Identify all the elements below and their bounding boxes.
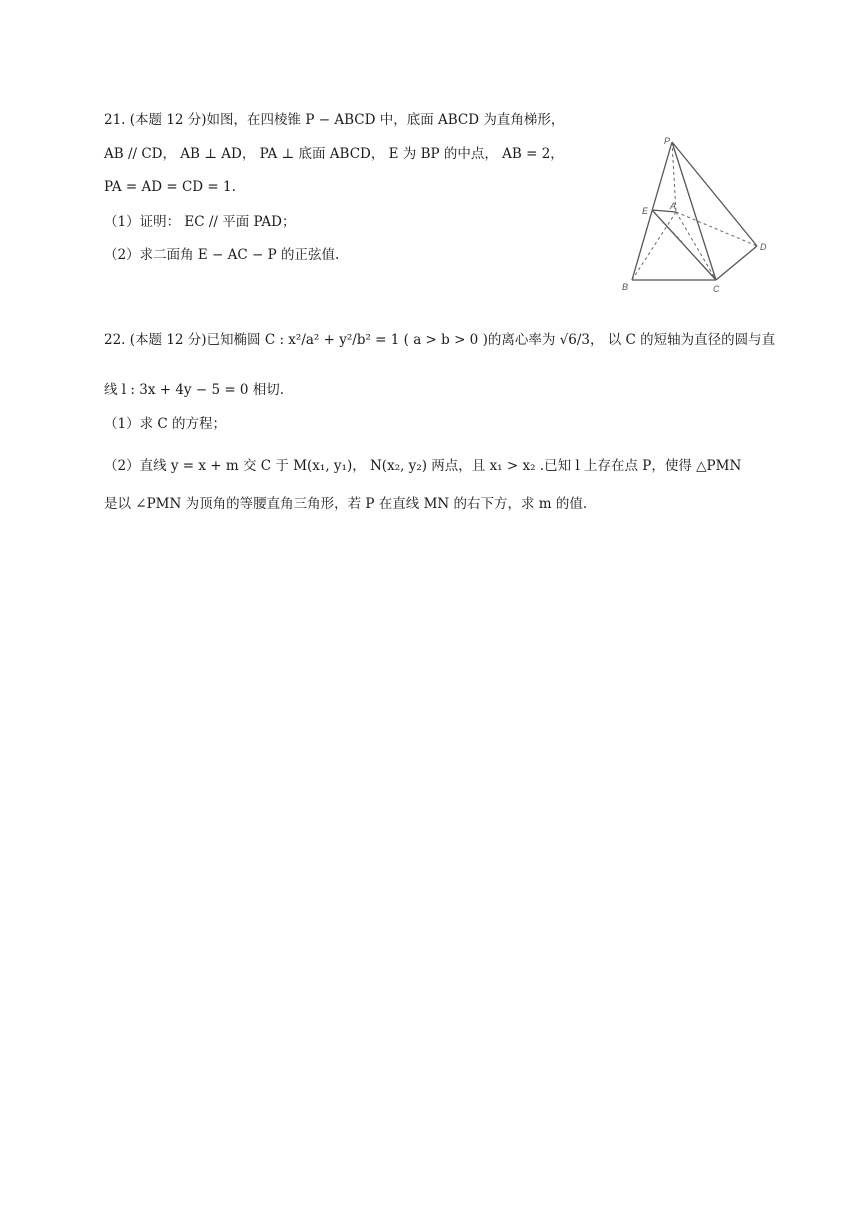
label-D: D (760, 242, 767, 252)
label-E: E (642, 206, 649, 216)
label-P: P (664, 136, 671, 146)
problem-22-part-1: （1）求 C 的方程； (104, 416, 227, 432)
label-B: B (622, 282, 629, 292)
problem-22-line-2: 线 l : 3x + 4y − 5 = 0 相切. (104, 382, 285, 398)
edge-PC (672, 142, 716, 280)
problem-22-line-1: 22. (本题 12 分)已知椭圆 C : x²/a² + y²/b² = 1 ( a > b > 0 )的离心率为 √6/3， 以 C 的短轴为直径的圆与直 (104, 332, 776, 348)
problem-21-part-2: （2）求二面角 E − AC − P 的正弦值. (104, 247, 340, 263)
pyramid-figure (612, 130, 770, 296)
label-A: A (670, 201, 677, 211)
edge-CD (716, 246, 757, 280)
problem-22-part-2: （2）直线 y = x + m 交 C 于 M(x₁, y₁)， N(x₂, y₂) 两点，且 x₁ > x₂ .已知 l 上存在点 P，使得 △PMN (104, 458, 742, 474)
problem-21-line-1: 21. (本题 12 分)如图，在四棱锥 P − ABCD 中，底面 ABCD 为直角梯形， (104, 112, 565, 128)
problem-21-part-1: （1）证明： EC // 平面 PAD； (104, 214, 296, 230)
problem-21-line-2: AB // CD， AB ⊥ AD， PA ⊥ 底面 ABCD， E 为 BP 的中点， AB = 2， (104, 146, 564, 162)
edge-AD (676, 212, 757, 246)
edge-AC (676, 212, 716, 280)
problem-21-line-3: PA = AD = CD = 1. (104, 179, 236, 195)
problem-22-line-5: 是以 ∠PMN 为顶角的等腰直角三角形，若 P 在直线 MN 的右下方，求 m 的值. (104, 496, 588, 512)
edge-AB (632, 212, 676, 280)
edge-PD (672, 142, 757, 246)
label-C: C (713, 284, 720, 294)
